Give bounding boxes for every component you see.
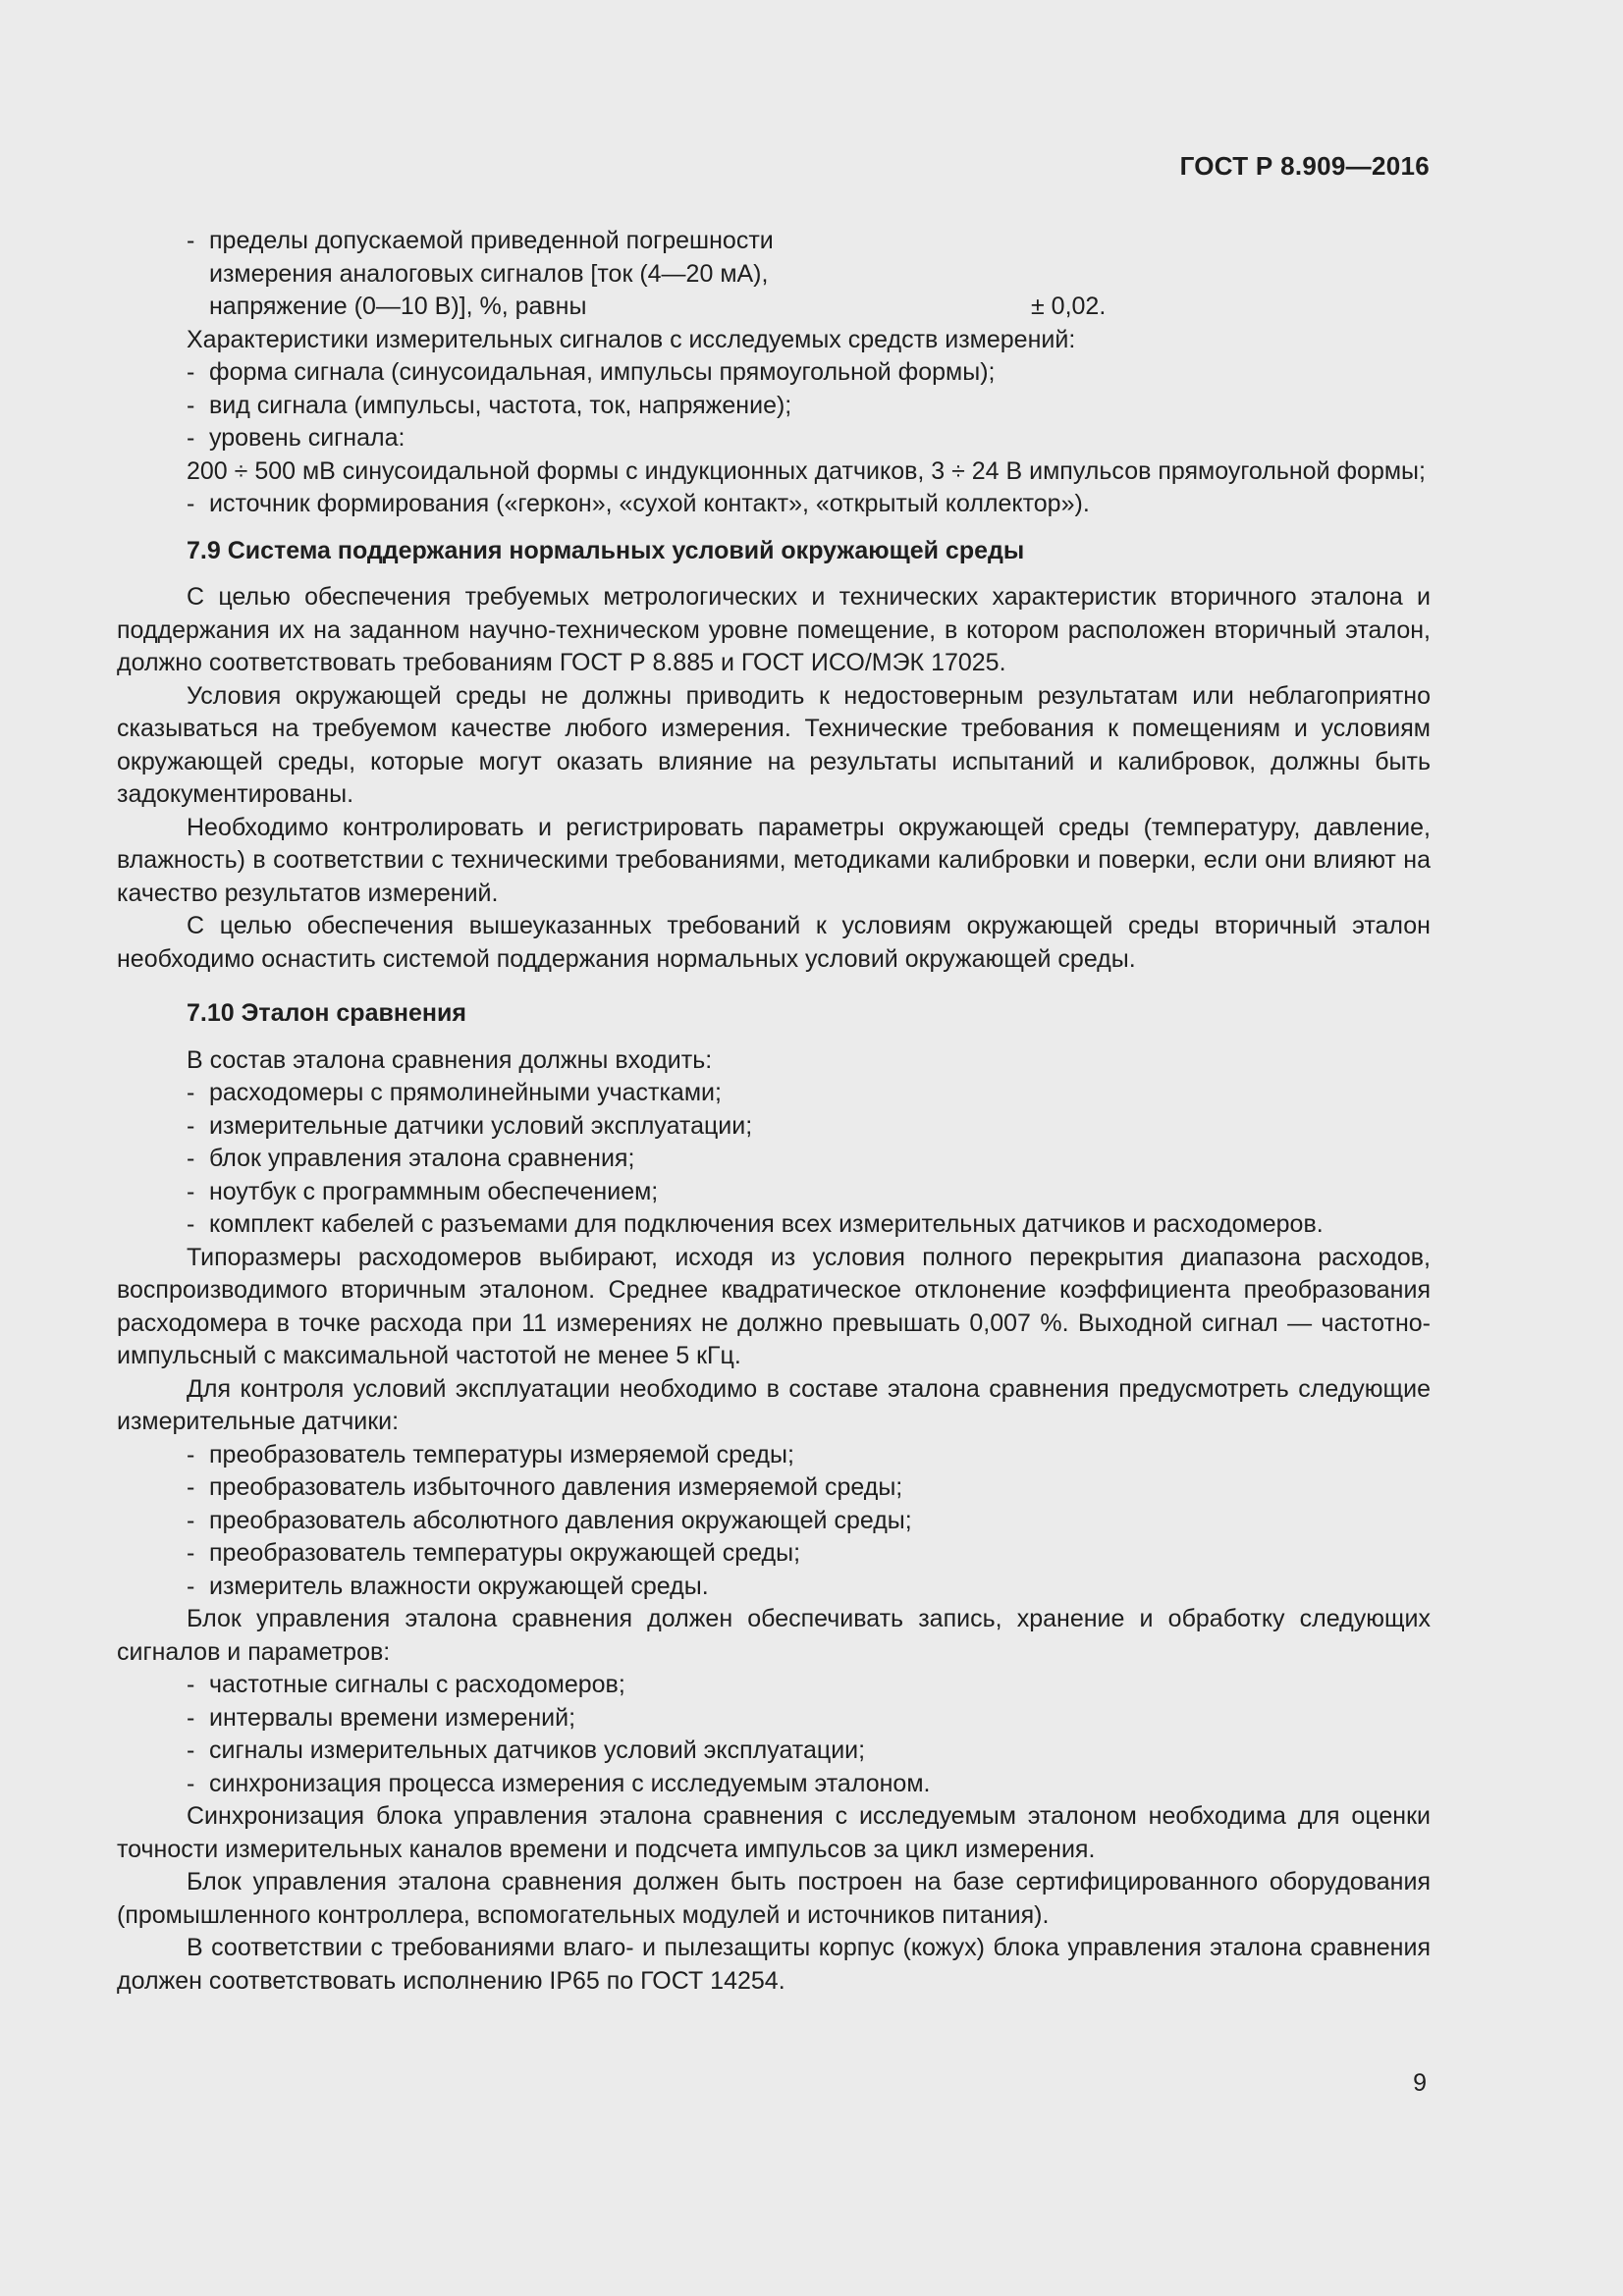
paragraph-sensors: Для контроля условий эксплуатации необходимо в составе эталона сравнения предусмотреть следующие измерительные датчики: — [117, 1374, 1431, 1435]
list-dash: - — [187, 1111, 195, 1140]
signals-intro: Характеристики измерительных сигналов с исследуемых средств измерений: — [187, 325, 1076, 353]
list-dash: - — [187, 1769, 195, 1797]
list-dash: - — [187, 227, 195, 254]
list-item — [117, 1439, 1431, 1472]
list-item — [117, 1143, 1431, 1176]
list-item — [117, 356, 1431, 390]
list-item-text: измеритель влажности окружающей среды. — [209, 1572, 709, 1600]
paragraph-sizes: Типоразмеры расходомеров выбирают, исходя из условия полного перекрытия диапазона расходов, воспроизводимого вторичным эталоном. Среднее квадратическое отклонение коэффициента преобразования расходомера в точке расхода при 11 измерениях не должно превышать 0,007 %. Выходной сигнал — частотно-импульсный с максимальной частотой не менее 5 кГц. — [117, 1243, 1431, 1369]
paragraph: С целью обеспечения вышеуказанных требований к условиям окружающей среды вторичный эталон необходимо оснастить системой поддержания нормальных условий окружающей среды. — [117, 912, 1431, 973]
list-item-text: источник формирования («геркон», «сухой контакт», «открытый коллектор»). — [209, 490, 1090, 517]
list-item-text: преобразователь избыточного давления измеряемой среды; — [209, 1473, 903, 1501]
list-dash: - — [187, 1079, 195, 1106]
spec-line-3: напряжение (0—10 В)], %, равны — [209, 293, 587, 320]
list-item — [117, 1537, 1431, 1571]
list-item — [117, 1208, 1431, 1242]
list-dash: - — [187, 424, 195, 452]
list-dash: - — [187, 1440, 195, 1468]
list-item — [117, 1471, 1431, 1505]
list-item — [117, 1571, 1431, 1604]
list-item-text: блок управления эталона сравнения; — [209, 1145, 635, 1172]
list-item — [117, 1735, 1431, 1768]
list-item — [117, 1702, 1431, 1735]
spec-list-item — [117, 225, 1431, 324]
list-item — [117, 1176, 1431, 1209]
spec-line-2: измерения аналоговых сигналов [ток (4—20 мА), — [209, 259, 769, 288]
section-heading-7-9: 7.9 Система поддержания нормальных условий окружающей среды — [187, 536, 1025, 564]
list-item — [117, 1669, 1431, 1702]
paragraph: Условия окружающей среды не должны приводить к недостоверным результатам или неблагоприятно сказываться на требуемом качестве любого измерения. Технические требования к помещениям и условиям окружающей среды, которые могут оказать влияние на результаты испытаний и калибровок, должны быть задокументированы. — [117, 681, 1431, 808]
list-item — [117, 1110, 1431, 1144]
paragraph: С целью обеспечения требуемых метрологических и технических характеристик вторичного эталона и поддержания их на заданном научно-техническом уровне помещение, в котором расположен вторичный эталон, должно соответствовать требованиям ГОСТ Р 8.885 и ГОСТ ИСО/МЭК 17025. — [117, 583, 1431, 676]
page-content — [117, 225, 1431, 1998]
list-dash: - — [187, 1572, 195, 1600]
list-dash: - — [187, 358, 195, 386]
list-item-text: частотные сигналы с расходомеров; — [209, 1671, 625, 1698]
list-dash: - — [187, 1736, 195, 1764]
list-item — [117, 1505, 1431, 1538]
list-item-text: уровень сигнала: — [209, 424, 406, 452]
list-item — [117, 1768, 1431, 1801]
list-dash: - — [187, 1539, 195, 1567]
paragraph-hardware: Блок управления эталона сравнения должен быть построен на базе сертифицированного оборудования (промышленного контроллера, вспомогательных модулей и источников питания). — [117, 1868, 1431, 1929]
list-dash: - — [187, 391, 195, 419]
list-item-text: интервалы времени измерений; — [209, 1703, 576, 1732]
document-header: ГОСТ Р 8.909—2016 — [1179, 151, 1430, 181]
list-dash: - — [187, 1145, 195, 1172]
list-item-text: вид сигнала (импульсы, частота, ток, напряжение); — [209, 391, 792, 419]
list-item-text: форма сигнала (синусоидальная, импульсы прямоугольной формы); — [209, 358, 996, 386]
list-item-text: преобразователь температуры окружающей среды; — [209, 1539, 801, 1567]
signal-level-text: 200 ÷ 500 мВ синусоидальной формы с индукционных датчиков, 3 ÷ 24 В импульсов прямоугольной формы; — [187, 456, 1426, 485]
list-item — [117, 390, 1431, 423]
composition-intro: В состав эталона сравнения должны входить: — [187, 1045, 713, 1074]
paragraph-sync: Синхронизация блока управления эталона сравнения с исследуемым эталоном необходима для оценки точности измерительных каналов времени и подсчета импульсов за цикл измерения. — [117, 1802, 1431, 1863]
list-dash: - — [187, 1177, 195, 1205]
list-item — [117, 488, 1431, 521]
list-item-text: ноутбук с программным обеспечением; — [209, 1177, 659, 1205]
list-item-text: комплект кабелей с разъемами для подключения всех измерительных датчиков и расходомеров. — [209, 1210, 1324, 1238]
list-item-text: сигналы измерительных датчиков условий эксплуатации; — [209, 1736, 866, 1764]
paragraph-ip-rating: В соответствии с требованиями влаго- и пылезащиты корпус (кожух) блока управления эталона сравнения должен соответствовать исполнению IP65 по ГОСТ 14254. — [117, 1934, 1431, 1995]
list-item-text: преобразователь температуры измеряемой среды; — [209, 1440, 794, 1468]
spec-value: ± 0,02. — [1031, 293, 1107, 320]
list-dash: - — [187, 1703, 195, 1732]
paragraph-control: Блок управления эталона сравнения должен обеспечивать запись, хранение и обработку следующих сигналов и параметров: — [117, 1605, 1431, 1666]
list-dash: - — [187, 490, 195, 517]
list-item-text: измерительные датчики условий эксплуатации; — [209, 1111, 753, 1140]
list-item — [117, 1077, 1431, 1110]
list-item — [117, 422, 1431, 455]
page-number: 9 — [1413, 2069, 1427, 2097]
list-item-text: расходомеры с прямолинейными участками; — [209, 1079, 722, 1106]
spec-line-1: пределы допускаемой приведенной погрешности — [209, 227, 774, 254]
list-dash: - — [187, 1506, 195, 1534]
list-item-text: синхронизация процесса измерения с исследуемым эталоном. — [209, 1769, 931, 1797]
list-dash: - — [187, 1671, 195, 1698]
list-dash: - — [187, 1210, 195, 1238]
list-dash: - — [187, 1473, 195, 1501]
list-item-text: преобразователь абсолютного давления окружающей среды; — [209, 1506, 912, 1534]
section-heading-7-10: 7.10 Эталон сравнения — [187, 999, 466, 1027]
paragraph: Необходимо контролировать и регистрировать параметры окружающей среды (температуру, давление, влажность) в соответствии с техническими требованиями, методиками калибровки и поверки, если они влияют на качество результатов измерений. — [117, 813, 1431, 907]
